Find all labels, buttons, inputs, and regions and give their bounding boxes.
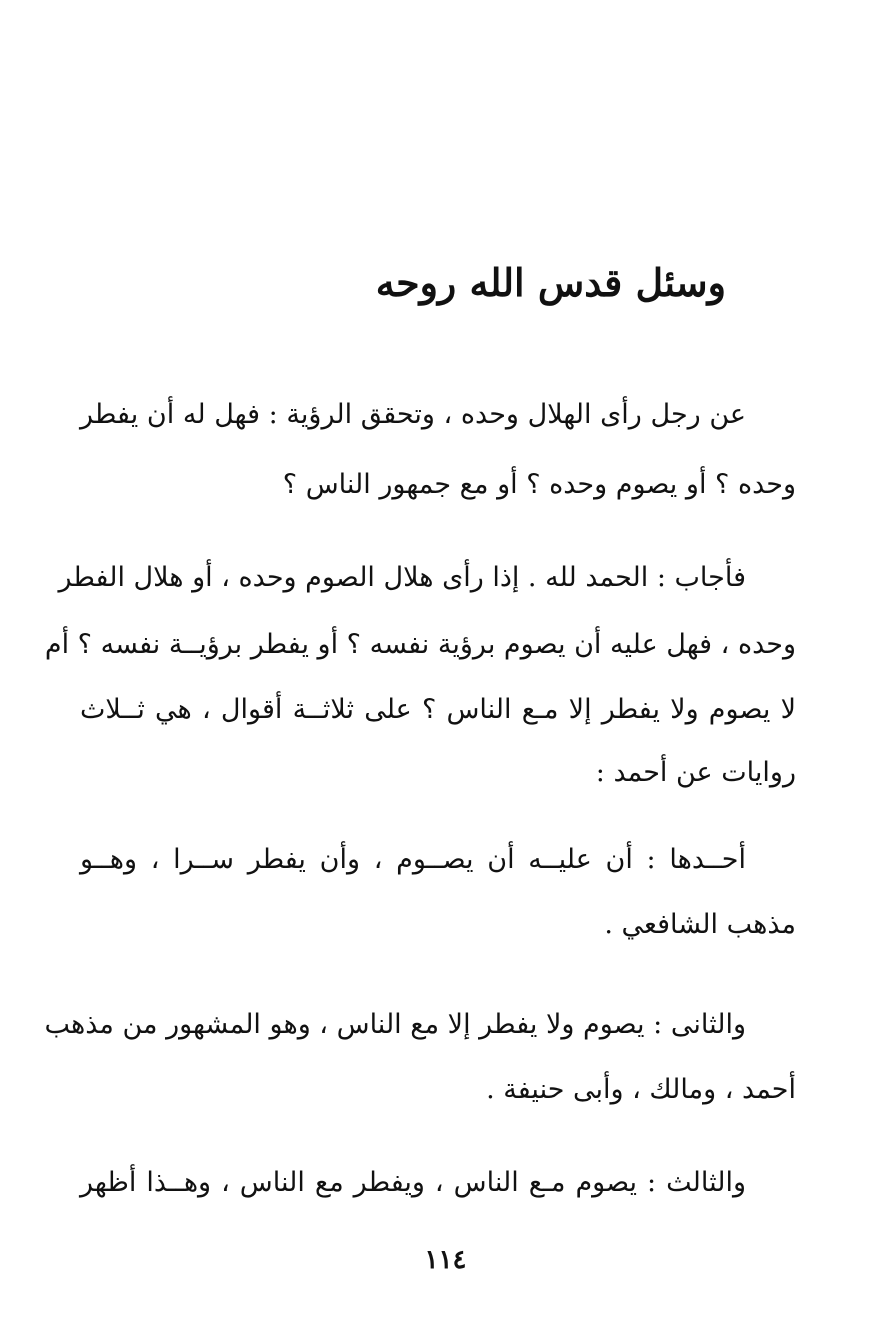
paragraph-1-line-1: عن رجل رأى الهلال وحده ، وتحقق الرؤية : فهل له أن يفطر <box>80 399 746 430</box>
section-title: وسئل قدس الله روحه <box>375 260 726 305</box>
paragraph-3-line-1: أحــدها : أن عليــه أن يصــوم ، وأن يفطر ســرا ، وهــو <box>80 844 746 875</box>
paragraph-3-line-2: مذهب الشافعي . <box>604 909 796 940</box>
paragraph-2-line-4: روايات عن أحمد : <box>595 757 796 788</box>
paragraph-1-line-2: وحده ؟ أو يصوم وحده ؟ أو مع جمهور الناس ؟ <box>282 469 796 500</box>
paragraph-2-line-3: لا يصوم ولا يفطر إلا مـع الناس ؟ على ثلاثــة أقوال ، هي ثــلاث <box>80 694 796 725</box>
paragraph-2-line-1: فأجاب : الحمد لله . إذا رأى هلال الصوم وحده ، أو هلال الفطر <box>58 562 746 593</box>
page-number: ١١٤ <box>424 1245 467 1275</box>
paragraph-5-line-1: والثالث : يصوم مـع الناس ، ويفطر مع الناس ، وهــذا أظهر <box>80 1167 746 1198</box>
paragraph-4-line-1: والثانى : يصوم ولا يفطر إلا مع الناس ، وهو المشهور من مذهب <box>44 1009 746 1040</box>
paragraph-4-line-2: أحمد ، ومالك ، وأبى حنيفة . <box>486 1074 796 1105</box>
paragraph-2-line-2: وحده ، فهل عليه أن يصوم برؤية نفسه ؟ أو يفطر برؤيــة نفسه ؟ أم <box>44 629 796 660</box>
